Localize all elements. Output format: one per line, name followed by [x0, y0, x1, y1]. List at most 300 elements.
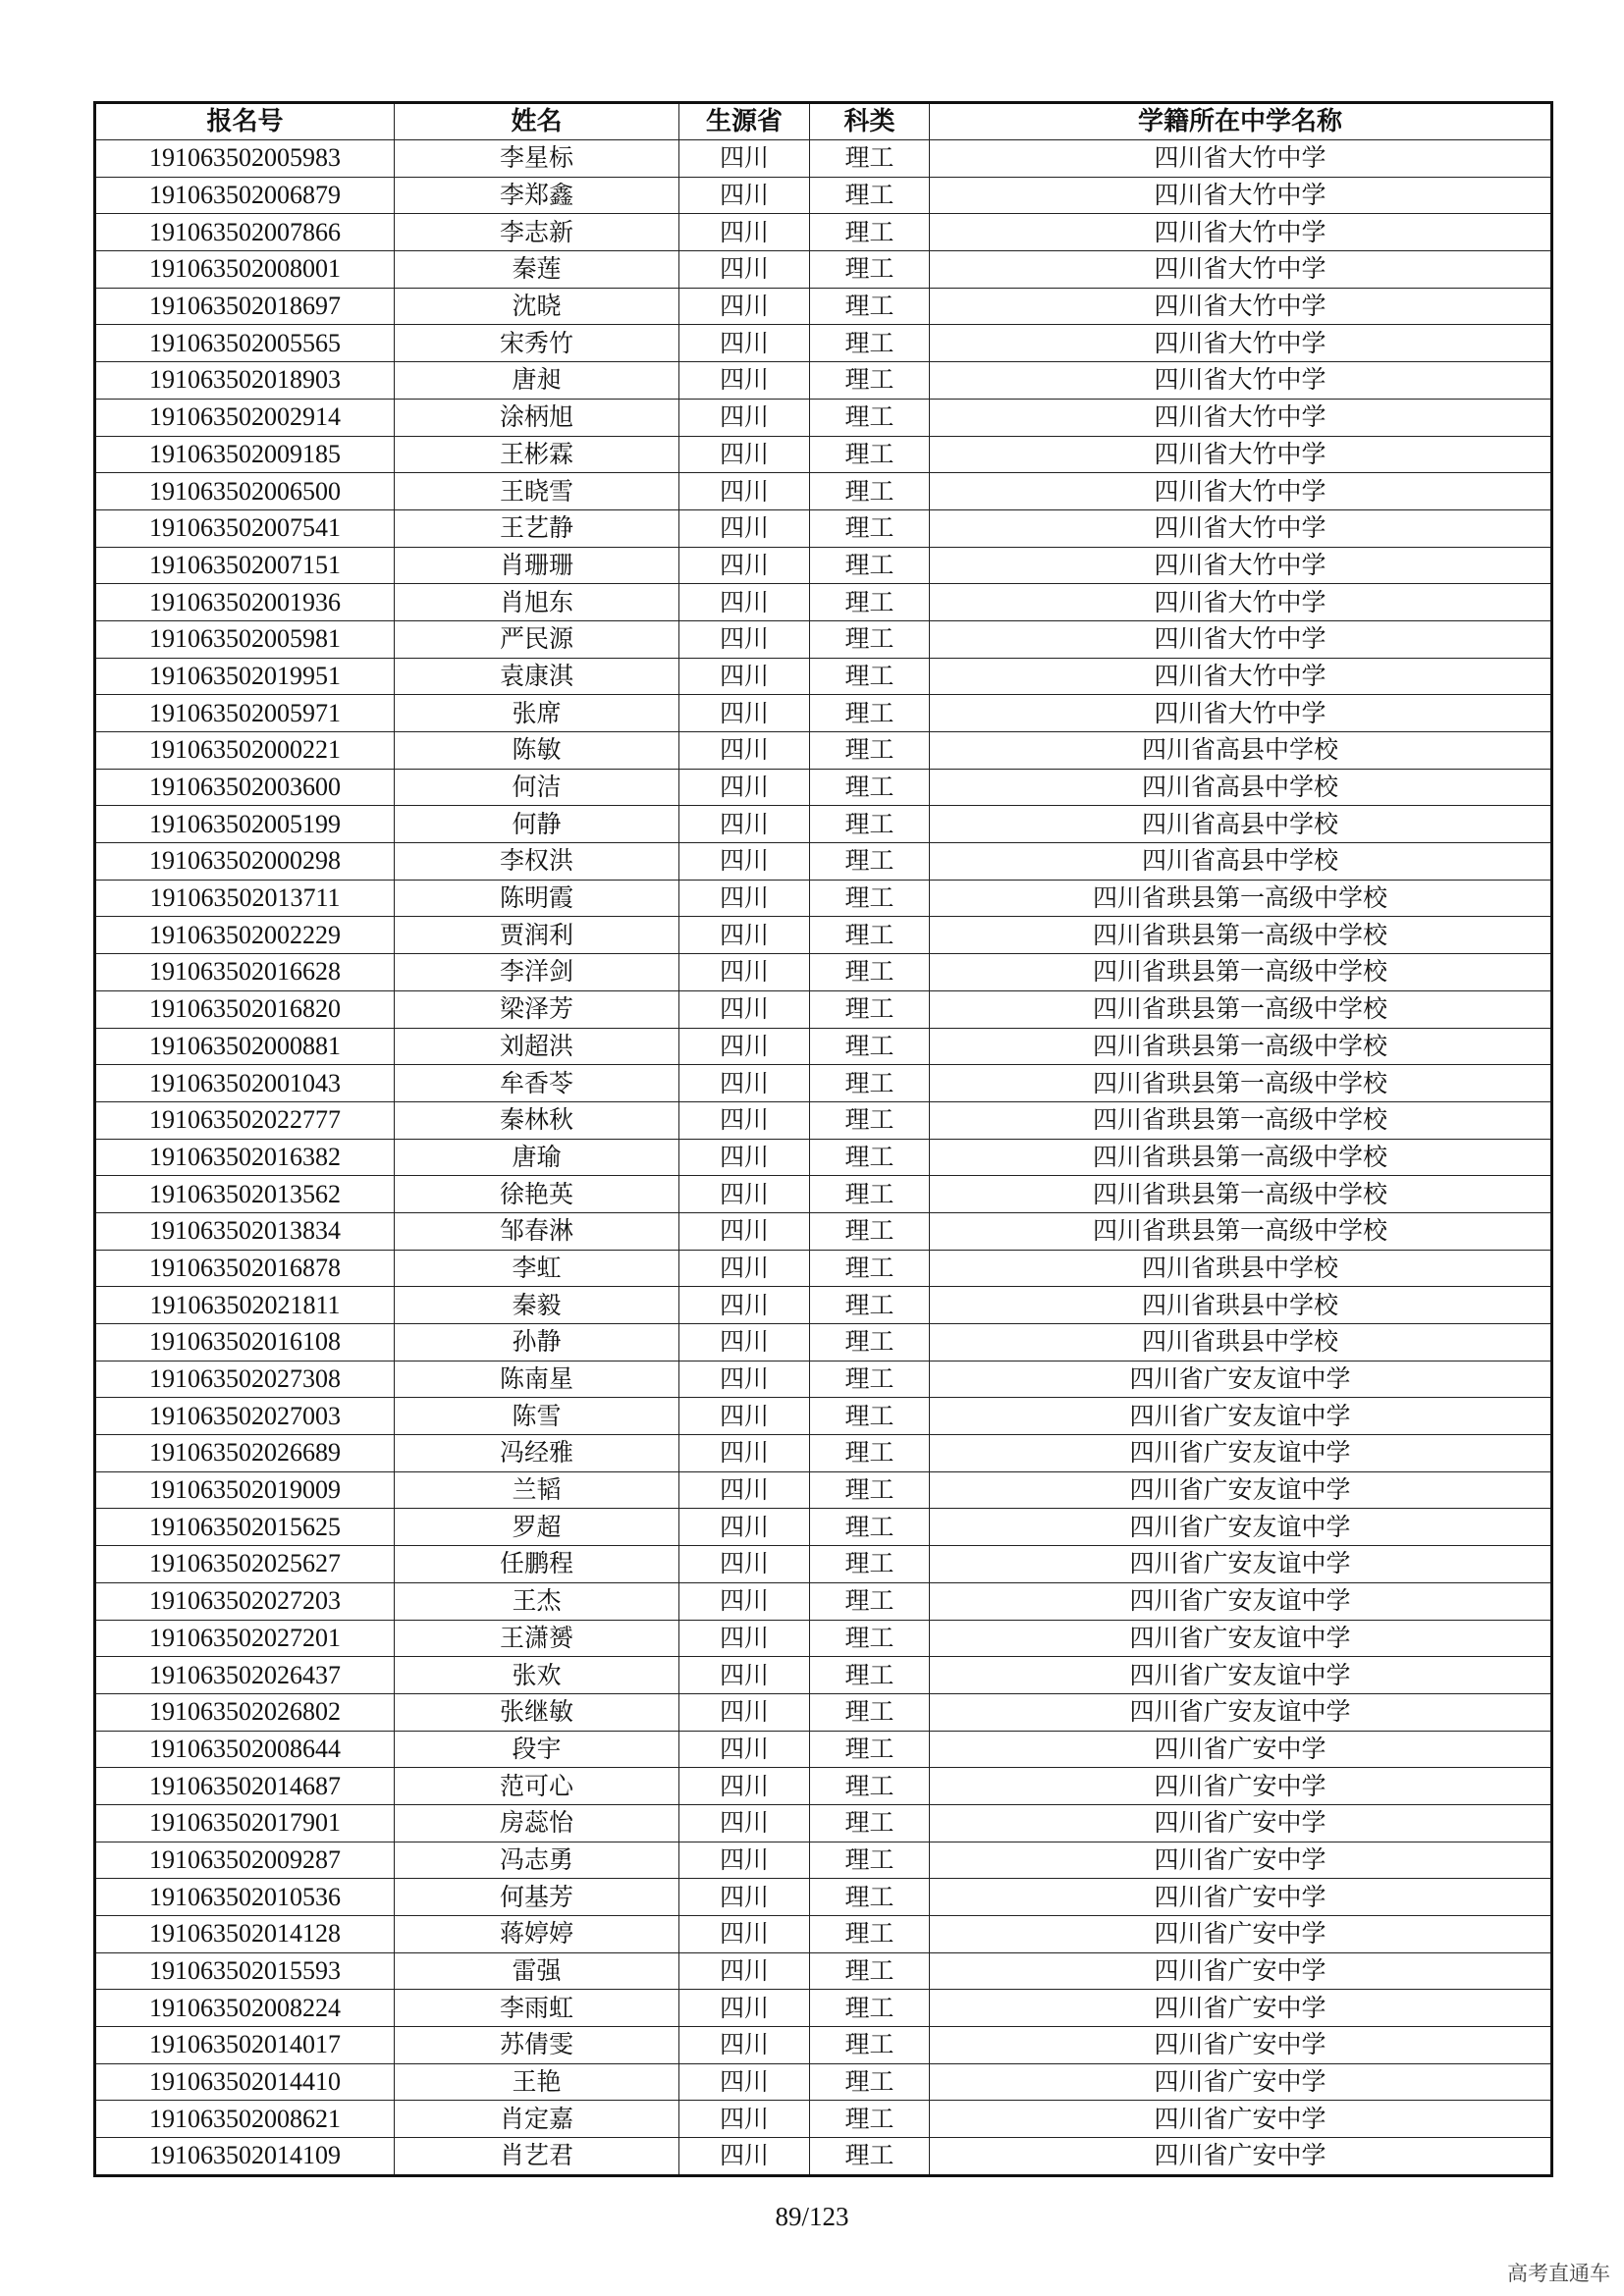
- cell-category: 理工: [810, 1546, 930, 1583]
- cell-category: 理工: [810, 399, 930, 436]
- cell-name: 肖旭东: [395, 584, 679, 621]
- cell-category: 理工: [810, 658, 930, 695]
- cell-school: 四川省珙县中学校: [930, 1287, 1552, 1324]
- cell-school: 四川省广安中学: [930, 1768, 1552, 1805]
- table-row: [95, 806, 1552, 843]
- cell-registration-number: 191063502007866: [95, 214, 395, 251]
- cell-province: 四川: [679, 620, 810, 658]
- cell-school: 四川省大竹中学: [930, 473, 1552, 510]
- cell-school: 四川省大竹中学: [930, 288, 1552, 325]
- cell-school: 四川省珙县第一高级中学校: [930, 1028, 1552, 1065]
- header-name: 姓名: [395, 103, 679, 140]
- cell-name: 宋秀竹: [395, 325, 679, 362]
- cell-school: 四川省珙县第一高级中学校: [930, 880, 1552, 917]
- table-row: [95, 2101, 1552, 2138]
- cell-registration-number: 191063502027201: [95, 1620, 395, 1657]
- cell-province: 四川: [679, 1250, 810, 1287]
- cell-registration-number: 191063502014017: [95, 2027, 395, 2064]
- table-row: [95, 843, 1552, 881]
- cell-name: 李志新: [395, 214, 679, 251]
- cell-registration-number: 191063502019009: [95, 1471, 395, 1509]
- cell-name: 陈雪: [395, 1398, 679, 1435]
- cell-category: 理工: [810, 954, 930, 991]
- cell-province: 四川: [679, 732, 810, 770]
- cell-registration-number: 191063502016820: [95, 990, 395, 1028]
- cell-registration-number: 191063502015593: [95, 1952, 395, 1990]
- cell-registration-number: 191063502005981: [95, 620, 395, 658]
- cell-name: 王潇赟: [395, 1620, 679, 1657]
- cell-name: 罗超: [395, 1509, 679, 1546]
- cell-province: 四川: [679, 1398, 810, 1435]
- cell-province: 四川: [679, 1582, 810, 1620]
- cell-school: 四川省大竹中学: [930, 620, 1552, 658]
- cell-name: 李雨虹: [395, 1990, 679, 2027]
- cell-province: 四川: [679, 1139, 810, 1176]
- cell-province: 四川: [679, 1990, 810, 2027]
- cell-province: 四川: [679, 1546, 810, 1583]
- cell-registration-number: 191063502000298: [95, 843, 395, 881]
- table-row: [95, 1916, 1552, 1953]
- cell-category: 理工: [810, 1212, 930, 1250]
- cell-name: 李星标: [395, 140, 679, 178]
- cell-province: 四川: [679, 1324, 810, 1362]
- table-row: [95, 2138, 1552, 2176]
- cell-registration-number: 191063502026437: [95, 1657, 395, 1694]
- cell-school: 四川省大竹中学: [930, 251, 1552, 289]
- cell-province: 四川: [679, 658, 810, 695]
- cell-school: 四川省珙县第一高级中学校: [930, 1139, 1552, 1176]
- cell-name: 邹春淋: [395, 1212, 679, 1250]
- cell-category: 理工: [810, 177, 930, 214]
- table-row: [95, 1435, 1552, 1472]
- cell-school: 四川省大竹中学: [930, 399, 1552, 436]
- cell-category: 理工: [810, 288, 930, 325]
- cell-registration-number: 191063502005565: [95, 325, 395, 362]
- cell-registration-number: 191063502016108: [95, 1324, 395, 1362]
- cell-name: 牟香苓: [395, 1065, 679, 1102]
- table-row: [95, 620, 1552, 658]
- cell-name: 王杰: [395, 1582, 679, 1620]
- cell-registration-number: 191063502008644: [95, 1731, 395, 1768]
- cell-category: 理工: [810, 769, 930, 806]
- cell-registration-number: 191063502000221: [95, 732, 395, 770]
- cell-name: 肖艺君: [395, 2138, 679, 2176]
- cell-province: 四川: [679, 1471, 810, 1509]
- cell-registration-number: 191063502013834: [95, 1212, 395, 1250]
- cell-province: 四川: [679, 473, 810, 510]
- table-row: [95, 177, 1552, 214]
- table-row: [95, 1361, 1552, 1398]
- cell-name: 陈明霞: [395, 880, 679, 917]
- cell-school: 四川省大竹中学: [930, 362, 1552, 400]
- cell-category: 理工: [810, 1879, 930, 1916]
- table-row: [95, 695, 1552, 732]
- table-row: [95, 1212, 1552, 1250]
- table-row: [95, 1324, 1552, 1362]
- cell-name: 王晓雪: [395, 473, 679, 510]
- cell-category: 理工: [810, 1065, 930, 1102]
- cell-school: 四川省珙县第一高级中学校: [930, 990, 1552, 1028]
- cell-category: 理工: [810, 1620, 930, 1657]
- cell-registration-number: 191063502021811: [95, 1287, 395, 1324]
- cell-name: 范可心: [395, 1768, 679, 1805]
- cell-registration-number: 191063502014410: [95, 2063, 395, 2101]
- cell-category: 理工: [810, 1250, 930, 1287]
- cell-name: 冯志勇: [395, 1842, 679, 1879]
- cell-name: 苏倩雯: [395, 2027, 679, 2064]
- cell-province: 四川: [679, 2101, 810, 2138]
- cell-school: 四川省高县中学校: [930, 769, 1552, 806]
- cell-category: 理工: [810, 843, 930, 881]
- cell-name: 李洋剑: [395, 954, 679, 991]
- table-row: [95, 1546, 1552, 1583]
- table-row: [95, 1693, 1552, 1731]
- cell-name: 秦莲: [395, 251, 679, 289]
- cell-school: 四川省广安友谊中学: [930, 1471, 1552, 1509]
- cell-school: 四川省广安中学: [930, 1842, 1552, 1879]
- cell-name: 唐瑜: [395, 1139, 679, 1176]
- cell-registration-number: 191063502027203: [95, 1582, 395, 1620]
- cell-school: 四川省广安友谊中学: [930, 1546, 1552, 1583]
- table-row: [95, 917, 1552, 954]
- cell-name: 王彬霖: [395, 436, 679, 473]
- cell-category: 理工: [810, 806, 930, 843]
- table-row: [95, 954, 1552, 991]
- cell-category: 理工: [810, 1101, 930, 1139]
- cell-school: 四川省广安友谊中学: [930, 1620, 1552, 1657]
- cell-province: 四川: [679, 769, 810, 806]
- cell-province: 四川: [679, 990, 810, 1028]
- cell-name: 何基芳: [395, 1879, 679, 1916]
- cell-province: 四川: [679, 1879, 810, 1916]
- cell-school: 四川省广安中学: [930, 2063, 1552, 2101]
- cell-province: 四川: [679, 917, 810, 954]
- cell-registration-number: 191063502008001: [95, 251, 395, 289]
- cell-province: 四川: [679, 1509, 810, 1546]
- cell-name: 房蕊怡: [395, 1804, 679, 1842]
- cell-school: 四川省珙县第一高级中学校: [930, 917, 1552, 954]
- cell-name: 贾润利: [395, 917, 679, 954]
- cell-category: 理工: [810, 1990, 930, 2027]
- table-row: [95, 251, 1552, 289]
- cell-category: 理工: [810, 1139, 930, 1176]
- cell-school: 四川省广安中学: [930, 1952, 1552, 1990]
- cell-registration-number: 191063502000881: [95, 1028, 395, 1065]
- cell-category: 理工: [810, 2027, 930, 2064]
- cell-school: 四川省广安中学: [930, 1916, 1552, 1953]
- table-row: [95, 547, 1552, 584]
- cell-school: 四川省广安中学: [930, 1731, 1552, 1768]
- cell-province: 四川: [679, 399, 810, 436]
- cell-school: 四川省大竹中学: [930, 436, 1552, 473]
- cell-registration-number: 191063502016628: [95, 954, 395, 991]
- table-row: [95, 1139, 1552, 1176]
- cell-registration-number: 191063502002914: [95, 399, 395, 436]
- cell-category: 理工: [810, 2101, 930, 2138]
- cell-registration-number: 191063502022777: [95, 1101, 395, 1139]
- cell-school: 四川省广安友谊中学: [930, 1398, 1552, 1435]
- cell-category: 理工: [810, 1028, 930, 1065]
- cell-category: 理工: [810, 620, 930, 658]
- table-row: [95, 1620, 1552, 1657]
- cell-registration-number: 191063502009185: [95, 436, 395, 473]
- cell-name: 王艺静: [395, 509, 679, 547]
- cell-category: 理工: [810, 1842, 930, 1879]
- cell-province: 四川: [679, 1842, 810, 1879]
- header-category: 科类: [810, 103, 930, 140]
- table-row: [95, 1176, 1552, 1213]
- table-row: [95, 584, 1552, 621]
- table-row: [95, 214, 1552, 251]
- cell-registration-number: 191063502014128: [95, 1916, 395, 1953]
- cell-name: 肖珊珊: [395, 547, 679, 584]
- cell-school: 四川省广安中学: [930, 2027, 1552, 2064]
- cell-school: 四川省大竹中学: [930, 177, 1552, 214]
- cell-name: 任鹏程: [395, 1546, 679, 1583]
- cell-category: 理工: [810, 1731, 930, 1768]
- cell-school: 四川省珙县第一高级中学校: [930, 1176, 1552, 1213]
- cell-category: 理工: [810, 547, 930, 584]
- page-number: 89/123: [775, 2202, 849, 2231]
- table-row: [95, 1250, 1552, 1287]
- cell-province: 四川: [679, 1212, 810, 1250]
- cell-school: 四川省广安友谊中学: [930, 1361, 1552, 1398]
- cell-name: 沈晓: [395, 288, 679, 325]
- cell-category: 理工: [810, 362, 930, 400]
- cell-province: 四川: [679, 1693, 810, 1731]
- table-row: [95, 1471, 1552, 1509]
- cell-province: 四川: [679, 436, 810, 473]
- cell-registration-number: 191063502027308: [95, 1361, 395, 1398]
- table-row: [95, 1509, 1552, 1546]
- table-row: [95, 140, 1552, 178]
- cell-registration-number: 191063502010536: [95, 1879, 395, 1916]
- cell-province: 四川: [679, 2138, 810, 2176]
- cell-name: 肖定嘉: [395, 2101, 679, 2138]
- cell-name: 雷强: [395, 1952, 679, 1990]
- cell-registration-number: 191063502016382: [95, 1139, 395, 1176]
- cell-province: 四川: [679, 843, 810, 881]
- table-row: [95, 2027, 1552, 2064]
- cell-name: 何静: [395, 806, 679, 843]
- cell-school: 四川省大竹中学: [930, 325, 1552, 362]
- table-row: [95, 1804, 1552, 1842]
- cell-province: 四川: [679, 880, 810, 917]
- header-province: 生源省: [679, 103, 810, 140]
- cell-category: 理工: [810, 1324, 930, 1362]
- cell-province: 四川: [679, 214, 810, 251]
- cell-category: 理工: [810, 990, 930, 1028]
- cell-registration-number: 191063502014109: [95, 2138, 395, 2176]
- table-row: [95, 436, 1552, 473]
- cell-province: 四川: [679, 1361, 810, 1398]
- cell-province: 四川: [679, 1287, 810, 1324]
- cell-registration-number: 191063502017901: [95, 1804, 395, 1842]
- cell-province: 四川: [679, 1620, 810, 1657]
- cell-registration-number: 191063502015625: [95, 1509, 395, 1546]
- cell-name: 李权洪: [395, 843, 679, 881]
- cell-province: 四川: [679, 177, 810, 214]
- cell-province: 四川: [679, 1657, 810, 1694]
- cell-registration-number: 191063502002229: [95, 917, 395, 954]
- cell-registration-number: 191063502007541: [95, 509, 395, 547]
- table-row: [95, 1398, 1552, 1435]
- cell-school: 四川省珙县中学校: [930, 1250, 1552, 1287]
- cell-category: 理工: [810, 1509, 930, 1546]
- cell-category: 理工: [810, 509, 930, 547]
- cell-school: 四川省大竹中学: [930, 658, 1552, 695]
- cell-school: 四川省高县中学校: [930, 843, 1552, 881]
- cell-name: 王艳: [395, 2063, 679, 2101]
- cell-category: 理工: [810, 584, 930, 621]
- cell-category: 理工: [810, 732, 930, 770]
- student-list-table: [93, 101, 1553, 2177]
- cell-province: 四川: [679, 251, 810, 289]
- table-row: [95, 2063, 1552, 2101]
- cell-category: 理工: [810, 1471, 930, 1509]
- cell-name: 陈南星: [395, 1361, 679, 1398]
- cell-category: 理工: [810, 1287, 930, 1324]
- cell-province: 四川: [679, 1916, 810, 1953]
- cell-category: 理工: [810, 436, 930, 473]
- table-row: [95, 1768, 1552, 1805]
- table-row: [95, 1657, 1552, 1694]
- table-row: [95, 399, 1552, 436]
- cell-province: 四川: [679, 584, 810, 621]
- cell-province: 四川: [679, 1952, 810, 1990]
- cell-category: 理工: [810, 1693, 930, 1731]
- cell-province: 四川: [679, 1101, 810, 1139]
- cell-registration-number: 191063502026802: [95, 1693, 395, 1731]
- cell-school: 四川省高县中学校: [930, 732, 1552, 770]
- cell-school: 四川省广安友谊中学: [930, 1657, 1552, 1694]
- cell-category: 理工: [810, 2063, 930, 2101]
- cell-category: 理工: [810, 1582, 930, 1620]
- cell-registration-number: 191063502005199: [95, 806, 395, 843]
- header-school: 学籍所在中学名称: [930, 103, 1552, 140]
- cell-province: 四川: [679, 1176, 810, 1213]
- cell-school: 四川省珙县中学校: [930, 1324, 1552, 1362]
- cell-province: 四川: [679, 2027, 810, 2064]
- cell-name: 何洁: [395, 769, 679, 806]
- table-row: [95, 1101, 1552, 1139]
- cell-province: 四川: [679, 509, 810, 547]
- cell-registration-number: 191063502005971: [95, 695, 395, 732]
- table-row: [95, 658, 1552, 695]
- cell-province: 四川: [679, 1028, 810, 1065]
- cell-category: 理工: [810, 1952, 930, 1990]
- header-registration-number: 报名号: [95, 103, 395, 140]
- cell-name: 孙静: [395, 1324, 679, 1362]
- cell-registration-number: 191063502016878: [95, 1250, 395, 1287]
- cell-category: 理工: [810, 1176, 930, 1213]
- table-row: [95, 1065, 1552, 1102]
- cell-registration-number: 191063502003600: [95, 769, 395, 806]
- cell-school: 四川省大竹中学: [930, 214, 1552, 251]
- cell-registration-number: 191063502014687: [95, 1768, 395, 1805]
- table-row: [95, 990, 1552, 1028]
- cell-registration-number: 191063502019951: [95, 658, 395, 695]
- cell-category: 理工: [810, 1398, 930, 1435]
- cell-name: 冯经雅: [395, 1435, 679, 1472]
- cell-name: 张欢: [395, 1657, 679, 1694]
- cell-registration-number: 191063502013711: [95, 880, 395, 917]
- cell-school: 四川省大竹中学: [930, 140, 1552, 178]
- cell-name: 徐艳英: [395, 1176, 679, 1213]
- cell-school: 四川省大竹中学: [930, 509, 1552, 547]
- cell-name: 段宇: [395, 1731, 679, 1768]
- cell-registration-number: 191063502001936: [95, 584, 395, 621]
- document-page: [93, 101, 1550, 2177]
- table-row: [95, 1287, 1552, 1324]
- cell-name: 梁泽芳: [395, 990, 679, 1028]
- cell-category: 理工: [810, 1768, 930, 1805]
- table-row: [95, 880, 1552, 917]
- cell-registration-number: 191063502026689: [95, 1435, 395, 1472]
- table-row: [95, 1028, 1552, 1065]
- cell-school: 四川省大竹中学: [930, 584, 1552, 621]
- cell-school: 四川省广安友谊中学: [930, 1435, 1552, 1472]
- cell-name: 涂柄旭: [395, 399, 679, 436]
- table-row: [95, 732, 1552, 770]
- cell-province: 四川: [679, 140, 810, 178]
- table-row: [95, 1731, 1552, 1768]
- cell-school: 四川省广安中学: [930, 2138, 1552, 2176]
- cell-name: 严民源: [395, 620, 679, 658]
- cell-registration-number: 191063502018697: [95, 288, 395, 325]
- cell-province: 四川: [679, 954, 810, 991]
- table-row: [95, 509, 1552, 547]
- table-row: [95, 473, 1552, 510]
- cell-category: 理工: [810, 917, 930, 954]
- table-row: [95, 1842, 1552, 1879]
- cell-registration-number: 191063502025627: [95, 1546, 395, 1583]
- table-header-row: [95, 103, 1552, 140]
- cell-registration-number: 191063502008224: [95, 1990, 395, 2027]
- cell-province: 四川: [679, 362, 810, 400]
- table-row: [95, 1879, 1552, 1916]
- cell-school: 四川省广安友谊中学: [930, 1509, 1552, 1546]
- cell-registration-number: 191063502013562: [95, 1176, 395, 1213]
- cell-school: 四川省大竹中学: [930, 695, 1552, 732]
- cell-school: 四川省广安友谊中学: [930, 1582, 1552, 1620]
- cell-school: 四川省珙县第一高级中学校: [930, 1212, 1552, 1250]
- cell-province: 四川: [679, 1731, 810, 1768]
- cell-province: 四川: [679, 695, 810, 732]
- cell-school: 四川省珙县第一高级中学校: [930, 954, 1552, 991]
- cell-name: 李郑鑫: [395, 177, 679, 214]
- cell-category: 理工: [810, 1804, 930, 1842]
- cell-name: 秦林秋: [395, 1101, 679, 1139]
- cell-school: 四川省珙县第一高级中学校: [930, 1065, 1552, 1102]
- cell-category: 理工: [810, 140, 930, 178]
- cell-registration-number: 191063502027003: [95, 1398, 395, 1435]
- cell-name: 秦毅: [395, 1287, 679, 1324]
- cell-school: 四川省珙县第一高级中学校: [930, 1101, 1552, 1139]
- cell-province: 四川: [679, 288, 810, 325]
- cell-category: 理工: [810, 1657, 930, 1694]
- table-row: [95, 1952, 1552, 1990]
- cell-registration-number: 191063502006500: [95, 473, 395, 510]
- cell-name: 唐昶: [395, 362, 679, 400]
- cell-name: 张继敏: [395, 1693, 679, 1731]
- cell-province: 四川: [679, 2063, 810, 2101]
- cell-province: 四川: [679, 1065, 810, 1102]
- cell-category: 理工: [810, 1435, 930, 1472]
- watermark-text: 高考直通车: [1507, 2262, 1610, 2285]
- cell-province: 四川: [679, 325, 810, 362]
- table-row: [95, 325, 1552, 362]
